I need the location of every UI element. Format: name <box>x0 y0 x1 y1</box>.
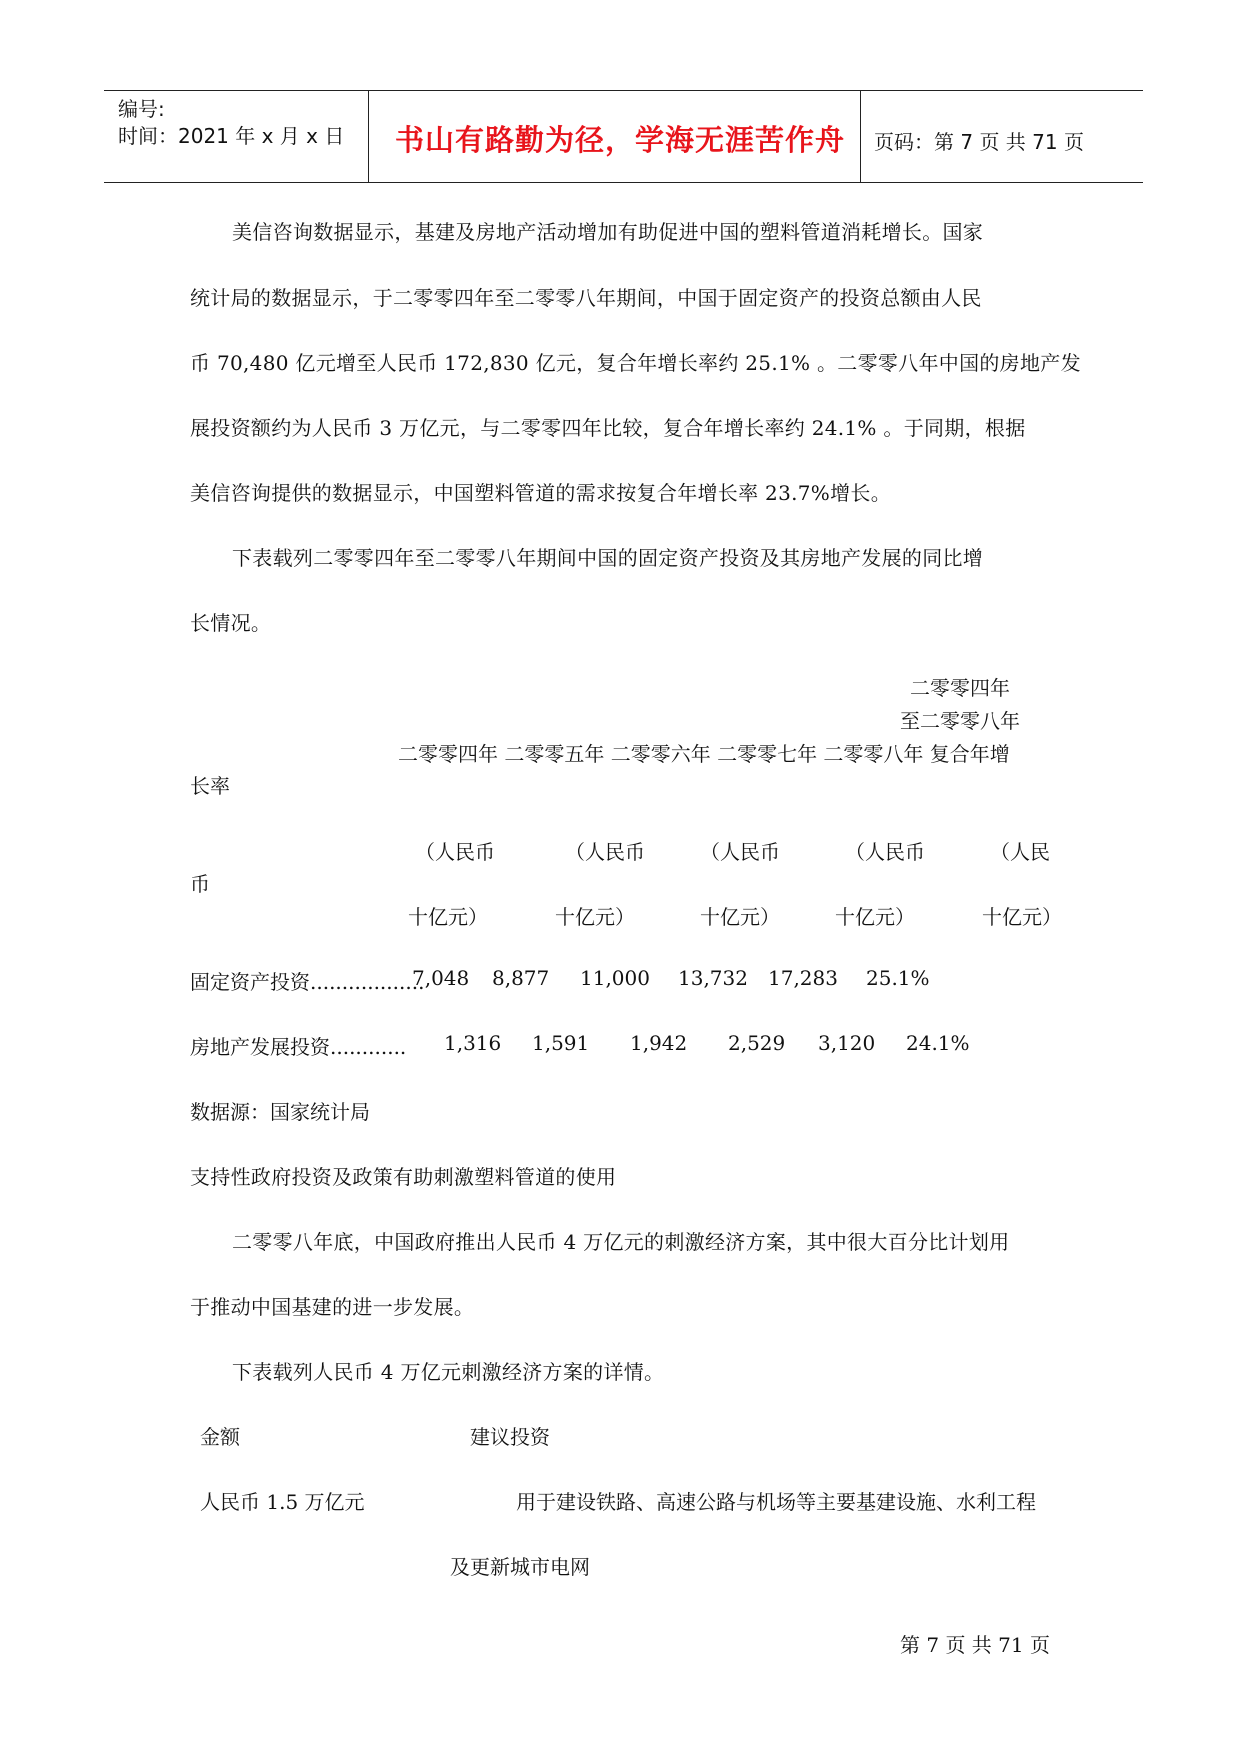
table1-row-fixed-asset-label: 固定资产投资.................. <box>190 970 425 994</box>
paragraph-1-line-4: 展投资额约为人民币 3 万亿元，与二零零四年比较，复合年增长率约 24.1% 。于同期，根据 <box>190 416 1026 440</box>
table1-row-real-estate-cagr: 24.1% <box>906 1031 970 1055</box>
header-serial-label: 编号: <box>118 97 165 121</box>
section2-paragraph-1-line-2: 于推动中国基建的进一步发展。 <box>190 1295 475 1319</box>
table1-row-real-estate-2008: 3,120 <box>818 1031 876 1055</box>
paragraph-2-line-2: 长情况。 <box>190 611 272 635</box>
table1-unit-line-1-col2: （人民币 <box>565 840 645 864</box>
header-top-rule <box>104 90 1143 91</box>
table1-cagr-header-line-1: 二零零四年 <box>910 676 1010 700</box>
table1-row-real-estate-label: 房地产发展投资............ <box>190 1035 407 1059</box>
table1-row-fixed-asset-2007: 13,732 <box>678 966 748 990</box>
header-bottom-rule <box>104 182 1143 183</box>
header-page-label: 页码：第 7 页 共 71 页 <box>874 130 1084 154</box>
header-motto: 书山有路勤为径，学海无涯苦作舟 <box>395 123 846 157</box>
table2-row1-desc-line-1: 用于建设铁路、高速公路与机场等主要基建设施、水利工程 <box>516 1490 1036 1514</box>
paragraph-1-line-5: 美信咨询提供的数据显示，中国塑料管道的需求按复合年增长率 23.7%增长。 <box>190 481 891 505</box>
table1-row-real-estate-2006: 1,942 <box>630 1031 688 1055</box>
table1-source: 数据源：国家统计局 <box>190 1100 370 1124</box>
header-time-label: 时间：2021 年 x 月 x 日 <box>118 124 345 148</box>
table1-unit-line-1-wrap: 币 <box>190 872 210 896</box>
header-divider-right <box>860 90 861 182</box>
table2-header-amount: 金额 <box>200 1425 240 1449</box>
table2-header-investment: 建议投资 <box>470 1425 550 1449</box>
table1-row-fixed-asset-2008: 17,283 <box>768 966 838 990</box>
table1-unit-line-1-col1: （人民币 <box>415 840 495 864</box>
table1-row-fixed-asset-cagr: 25.1% <box>866 966 930 990</box>
table1-row-fixed-asset-2006: 11,000 <box>580 966 650 990</box>
table1-unit-line-2-col4: 十亿元） <box>835 905 915 929</box>
table1-unit-line-1-col5: （人民 <box>990 840 1050 864</box>
table1-unit-line-2-col5: 十亿元） <box>982 905 1062 929</box>
table1-cagr-header-line-2: 至二零零八年 <box>900 709 1020 733</box>
header-divider-left <box>368 90 369 182</box>
table1-row-fixed-asset-2005: 8,877 <box>492 966 550 990</box>
footer-page-number: 第 7 页 共 71 页 <box>900 1633 1050 1657</box>
section2-heading: 支持性政府投资及政策有助刺激塑料管道的使用 <box>190 1165 617 1189</box>
paragraph-1-line-3: 币 70,480 亿元增至人民币 172,830 亿元，复合年增长率约 25.1% 。二零零八年中国的房地产发 <box>190 351 1081 375</box>
table1-row-real-estate-2004: 1,316 <box>444 1031 502 1055</box>
table2-row1-desc-line-2: 及更新城市电网 <box>450 1555 590 1579</box>
table1-unit-line-2-col3: 十亿元） <box>700 905 780 929</box>
section2-paragraph-1-line-1: 二零零八年底，中国政府推出人民币 4 万亿元的刺激经济方案，其中很大百分比计划用 <box>232 1230 1010 1254</box>
table1-year-headers: 二零零四年 二零零五年 二零零六年 二零零七年 二零零八年 复合年增 <box>398 742 1010 766</box>
paragraph-1-line-2: 统计局的数据显示，于二零零四年至二零零八年期间，中国于固定资产的投资总额由人民 <box>190 286 982 310</box>
table2-row1-amount: 人民币 1.5 万亿元 <box>200 1490 365 1514</box>
table1-unit-line-2-col2: 十亿元） <box>555 905 635 929</box>
paragraph-2-line-1: 下表载列二零零四年至二零零八年期间中国的固定资产投资及其房地产发展的同比增 <box>232 546 984 570</box>
table1-unit-line-1-col3: （人民币 <box>700 840 780 864</box>
table1-unit-line-1-col4: （人民币 <box>845 840 925 864</box>
table1-row-fixed-asset-2004: 7,048 <box>412 966 470 990</box>
table1-year-headers-wrap: 长率 <box>190 774 230 798</box>
section2-paragraph-2: 下表载列人民币 4 万亿元刺激经济方案的详情。 <box>232 1360 665 1384</box>
paragraph-1-line-1: 美信咨询数据显示，基建及房地产活动增加有助促进中国的塑料管道消耗增长。国家 <box>232 220 984 244</box>
table1-row-real-estate-2005: 1,591 <box>532 1031 590 1055</box>
table1-row-real-estate-2007: 2,529 <box>728 1031 786 1055</box>
table1-unit-line-2-col1: 十亿元） <box>408 905 488 929</box>
